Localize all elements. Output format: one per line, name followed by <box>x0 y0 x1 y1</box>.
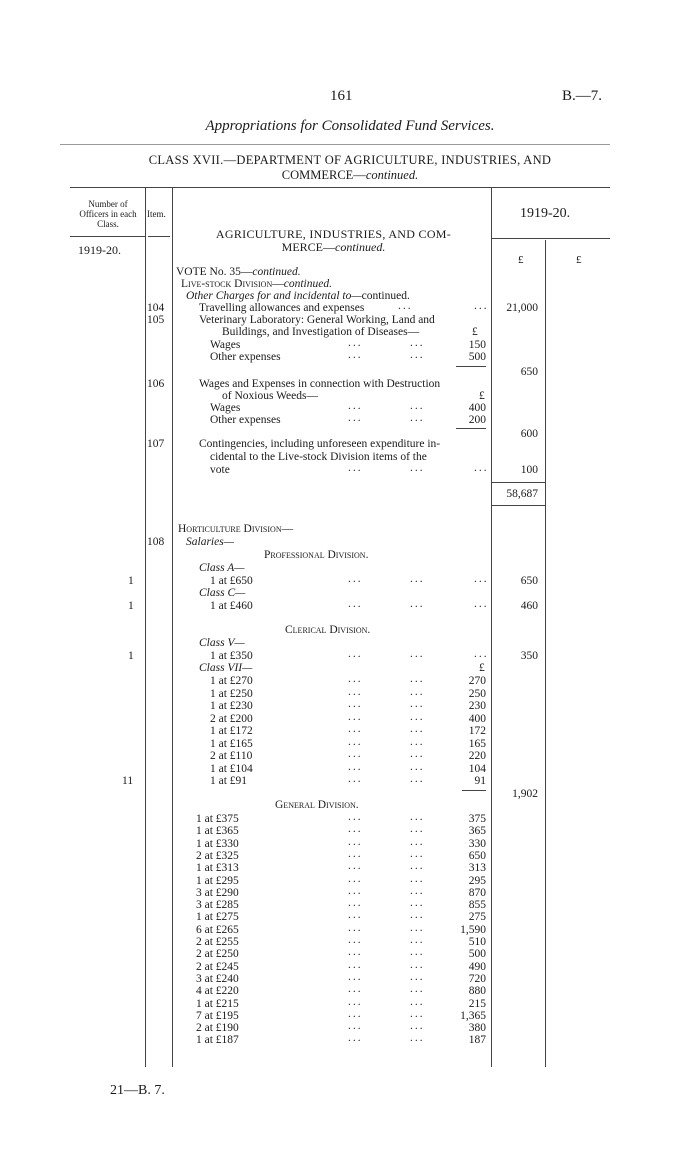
general-row-value: 1,590 <box>460 923 486 936</box>
class-v-officers: 1 <box>128 650 134 662</box>
dot-leader: ... <box>348 710 363 723</box>
item-104-amount: 21,000 <box>506 302 538 314</box>
dot-leader: ... <box>410 847 425 860</box>
dot-leader: ... <box>348 573 363 585</box>
dot-leader: ... <box>348 811 363 823</box>
dot-leader: ... <box>348 872 363 885</box>
class-vii-row-label: 1 at £230 <box>210 700 253 712</box>
dot-leader: ... <box>410 835 425 848</box>
livestock-subtotal: 58,687 <box>506 488 538 500</box>
dot-leader: ... <box>410 958 425 971</box>
year-header-rule <box>491 238 610 239</box>
dot-leader: ... <box>398 300 413 312</box>
dot-leader: ... <box>410 946 425 959</box>
item-105-number: 105 <box>147 314 165 326</box>
dot-leader: ... <box>410 811 425 823</box>
class-title-line1: CLASS XVII.—DEPARTMENT OF AGRICULTURE, INDUSTRIES, AND <box>148 153 552 167</box>
general-row-label: 6 at £265 <box>196 923 239 936</box>
class-vii-row-value: 230 <box>468 700 486 712</box>
dot-leader: ... <box>410 921 425 934</box>
subtotal-rule <box>491 482 545 483</box>
item-105-pound: £ <box>472 326 478 338</box>
general-row-label: 2 at £250 <box>196 948 239 961</box>
class-a-officers: 1 <box>128 575 134 587</box>
item-header-rule <box>148 236 170 237</box>
dot-leader: ... <box>410 349 425 361</box>
item-105-other-value: 500 <box>468 351 486 363</box>
horticulture-heading: Horticulture Division— <box>178 523 294 535</box>
page-number: 161 <box>330 88 353 104</box>
item-105-wages-value: 150 <box>468 339 486 351</box>
dot-leader: ... <box>348 648 363 660</box>
item-105-line1: Veterinary Laboratory: General Working, Land and <box>199 314 435 326</box>
dot-leader: ... <box>348 412 363 424</box>
dot-leader: ... <box>410 685 425 698</box>
item-106-total: 600 <box>520 428 538 440</box>
dot-leader: ... <box>410 573 425 585</box>
class-v-amount: 350 <box>520 650 538 662</box>
class-vii-row-label: 1 at £91 <box>210 775 248 787</box>
class-vii-row-value: 91 <box>474 775 486 787</box>
class-vii-officers: 11 <box>122 775 134 787</box>
general-row-value: 880 <box>468 985 486 998</box>
dot-leader: ... <box>348 958 363 971</box>
sum-rule <box>456 366 486 367</box>
general-row-value: 380 <box>468 1022 486 1035</box>
class-vii-row-value: 220 <box>468 750 486 762</box>
vote-heading: VOTE No. 35—continued. <box>176 266 301 278</box>
dot-leader: ... <box>410 400 425 412</box>
general-row-value: 375 <box>468 813 486 825</box>
general-row-label: 1 at £275 <box>196 911 239 924</box>
dot-leader: ... <box>348 349 363 361</box>
subtotal-rule-bottom <box>491 505 545 506</box>
dot-leader: ... <box>474 300 489 312</box>
dot-leader: ... <box>410 934 425 946</box>
class-a-amount: 650 <box>520 575 538 587</box>
dot-leader: ... <box>410 673 425 685</box>
dot-leader: ... <box>410 760 425 773</box>
general-row-value: 215 <box>468 997 486 1010</box>
officers-header: Number of Officers in each Class. <box>79 199 137 229</box>
general-row-value: 855 <box>468 899 486 912</box>
dot-leader: ... <box>474 462 489 474</box>
dot-leader: ... <box>348 598 363 610</box>
dot-leader: ... <box>348 1032 363 1045</box>
dot-leader: ... <box>410 872 425 885</box>
other-charges-heading: Other Charges for and incidental to—continued. <box>186 290 410 302</box>
clerical-division-heading: Clerical Division. <box>285 624 371 636</box>
dot-leader: ... <box>474 573 489 585</box>
dot-leader: ... <box>410 1032 425 1045</box>
general-row-label: 1 at £313 <box>196 862 239 875</box>
footer-signature: 21—B. 7. <box>110 1083 165 1098</box>
class-a-line: 1 at £650 <box>210 575 253 587</box>
dot-leader: ... <box>348 970 363 983</box>
general-row-label: 1 at £330 <box>196 837 239 850</box>
class-vii-total: 1,902 <box>512 788 538 800</box>
dot-leader: ... <box>348 735 363 748</box>
pound-symbol-col1: £ <box>518 254 524 266</box>
dot-leader: ... <box>410 897 425 910</box>
dot-leader: ... <box>348 760 363 773</box>
dot-leader: ... <box>348 462 363 474</box>
dot-leader: ... <box>410 823 425 836</box>
class-vii-pound: £ <box>479 662 485 674</box>
item-105-line2: Buildings, and Investigation of Diseases— <box>222 326 420 338</box>
sum-rule <box>462 790 486 791</box>
general-row-value: 490 <box>468 960 486 973</box>
dot-leader: ... <box>348 835 363 848</box>
dot-leader: ... <box>348 983 363 996</box>
dot-leader: ... <box>348 400 363 412</box>
class-c-label: Class C— <box>199 587 246 599</box>
section-title-line1: AGRICULTURE, INDUSTRIES, AND COM- <box>215 227 452 241</box>
general-row-value: 275 <box>468 911 486 924</box>
dot-leader: ... <box>410 698 425 710</box>
general-row-label: 3 at £290 <box>196 886 239 899</box>
dot-leader: ... <box>410 983 425 996</box>
item-106-wages-label: Wages <box>210 402 241 414</box>
item-106-wages-value: 400 <box>468 402 486 414</box>
table-top-rule <box>70 187 610 188</box>
item-106-other-value: 200 <box>468 414 486 426</box>
class-vii-row-value: 270 <box>468 675 486 687</box>
dot-leader: ... <box>410 648 425 660</box>
dot-leader: ... <box>410 884 425 897</box>
general-row-value: 650 <box>468 849 486 862</box>
item-108-number: 108 <box>147 536 165 548</box>
general-row-label: 2 at £255 <box>196 936 239 948</box>
class-vii-row-value: 250 <box>468 687 486 700</box>
class-vii-row-label: 2 at £110 <box>210 750 253 762</box>
class-vii-row-value: 172 <box>468 725 486 737</box>
item-105-total: 650 <box>520 366 538 378</box>
item-106-number: 106 <box>147 378 165 390</box>
class-v-line: 1 at £350 <box>210 650 253 662</box>
header-rule <box>60 144 610 145</box>
col-divider-text <box>491 187 492 1067</box>
dot-leader: ... <box>410 1020 425 1033</box>
general-row-label: 1 at £215 <box>196 997 239 1010</box>
dot-leader: ... <box>410 710 425 723</box>
dot-leader: ... <box>410 995 425 1008</box>
officers-header-rule <box>70 236 145 237</box>
general-row-value: 295 <box>468 874 486 887</box>
class-v-label: Class V— <box>199 637 245 649</box>
dot-leader: ... <box>348 934 363 946</box>
class-c-officers: 1 <box>128 600 134 612</box>
item-106-line1: Wages and Expenses in connection with Destruction <box>199 378 441 390</box>
class-vii-row-label: 2 at £200 <box>210 712 253 725</box>
dot-leader: ... <box>410 773 425 785</box>
item-107-amount: 100 <box>520 464 538 476</box>
general-row-value: 313 <box>468 862 486 875</box>
general-row-label: 2 at £325 <box>196 849 239 862</box>
dot-leader: ... <box>410 723 425 735</box>
general-row-label: 1 at £375 <box>196 813 239 825</box>
dot-leader: ... <box>348 673 363 685</box>
class-vii-row-label: 1 at £270 <box>210 675 253 687</box>
dot-leader: ... <box>348 337 363 349</box>
item-107-number: 107 <box>147 438 165 450</box>
dot-leader: ... <box>410 412 425 424</box>
dot-leader: ... <box>348 698 363 710</box>
item-107-line1: Contingencies, including unforeseen expenditure in- <box>199 438 441 450</box>
dot-leader: ... <box>474 648 489 660</box>
dot-leader: ... <box>348 921 363 934</box>
section-title-line2: MERCE—continued. <box>281 240 386 254</box>
dot-leader: ... <box>348 847 363 860</box>
general-row-value: 510 <box>468 936 486 948</box>
dot-leader: ... <box>348 685 363 698</box>
general-row-value: 870 <box>468 886 486 899</box>
dot-leader: ... <box>410 748 425 760</box>
class-c-line: 1 at £460 <box>210 600 253 612</box>
dot-leader: ... <box>410 970 425 983</box>
item-107-line3: vote <box>210 464 230 476</box>
class-c-amount: 460 <box>520 600 538 612</box>
item-104-number: 104 <box>147 302 165 314</box>
dot-leader: ... <box>348 748 363 760</box>
pound-symbol-col2: £ <box>576 254 582 266</box>
class-a-label: Class A— <box>199 562 245 574</box>
col-divider-amount <box>545 240 546 1067</box>
col-divider-officers <box>145 187 146 1067</box>
class-vii-row-label: 1 at £172 <box>210 725 253 737</box>
col-divider-item <box>172 187 173 1067</box>
general-row-label: 3 at £240 <box>196 972 239 985</box>
general-division-heading: General Division. <box>275 799 359 811</box>
item-header: Item. <box>147 209 166 219</box>
general-row-label: 4 at £220 <box>196 985 239 998</box>
document-ref: B.—7. <box>562 88 603 104</box>
general-row-label: 2 at £245 <box>196 960 239 973</box>
general-row-label: 1 at £365 <box>196 825 239 838</box>
item-106-pound: £ <box>479 390 485 402</box>
dot-leader: ... <box>348 1020 363 1033</box>
general-row-value: 1,365 <box>460 1009 486 1022</box>
dot-leader: ... <box>410 1007 425 1020</box>
year-right-header: 1919-20. <box>520 206 571 221</box>
item-106-other-label: Other expenses <box>210 414 281 426</box>
general-row-label: 3 at £285 <box>196 899 239 912</box>
general-row-label: 7 at £195 <box>196 1009 239 1022</box>
item-107-line2: cidental to the Live-stock Division items of the <box>210 451 427 463</box>
dot-leader: ... <box>348 909 363 922</box>
dot-leader: ... <box>348 995 363 1008</box>
general-row-value: 720 <box>468 972 486 985</box>
general-row-value: 330 <box>468 837 486 850</box>
general-row-label: 1 at £187 <box>196 1034 239 1047</box>
year-left-header: 1919-20. <box>78 243 121 257</box>
dot-leader: ... <box>348 946 363 959</box>
class-vii-row-label: 1 at £250 <box>210 687 253 700</box>
class-vii-row-label: 1 at £165 <box>210 737 253 750</box>
sum-rule <box>456 428 486 429</box>
general-row-value: 365 <box>468 825 486 838</box>
dot-leader: ... <box>348 884 363 897</box>
dot-leader: ... <box>348 823 363 836</box>
dot-leader: ... <box>348 773 363 785</box>
class-vii-label: Class VII— <box>199 662 253 674</box>
dot-leader: ... <box>410 860 425 873</box>
item-105-other-label: Other expenses <box>210 351 281 363</box>
general-row-value: 187 <box>468 1034 486 1047</box>
general-row-label: 1 at £295 <box>196 874 239 887</box>
salaries-label: Salaries— <box>186 536 234 548</box>
dot-leader: ... <box>348 1007 363 1020</box>
dot-leader: ... <box>410 735 425 748</box>
dot-leader: ... <box>348 860 363 873</box>
class-vii-row-label: 1 at £104 <box>210 762 253 775</box>
class-title-line2: COMMERCE—continued. <box>281 168 419 182</box>
class-vii-row-value: 165 <box>468 737 486 750</box>
page-subtitle: Appropriations for Consolidated Fund Services. <box>205 118 495 134</box>
dot-leader: ... <box>410 462 425 474</box>
dot-leader: ... <box>348 897 363 910</box>
item-104-text: Travelling allowances and expenses <box>199 302 365 314</box>
dot-leader: ... <box>410 337 425 349</box>
general-row-label: 2 at £190 <box>196 1022 239 1035</box>
class-vii-row-value: 400 <box>468 712 486 725</box>
professional-division-heading: Professional Division. <box>264 549 369 561</box>
item-105-wages-label: Wages <box>210 339 241 351</box>
livestock-heading: Live-stock Division—continued. <box>181 278 332 290</box>
dot-leader: ... <box>410 909 425 922</box>
class-vii-row-value: 104 <box>468 762 486 775</box>
general-row-value: 500 <box>468 948 486 961</box>
dot-leader: ... <box>474 598 489 610</box>
dot-leader: ... <box>410 598 425 610</box>
dot-leader: ... <box>348 723 363 735</box>
item-106-line2: of Noxious Weeds— <box>222 390 318 402</box>
